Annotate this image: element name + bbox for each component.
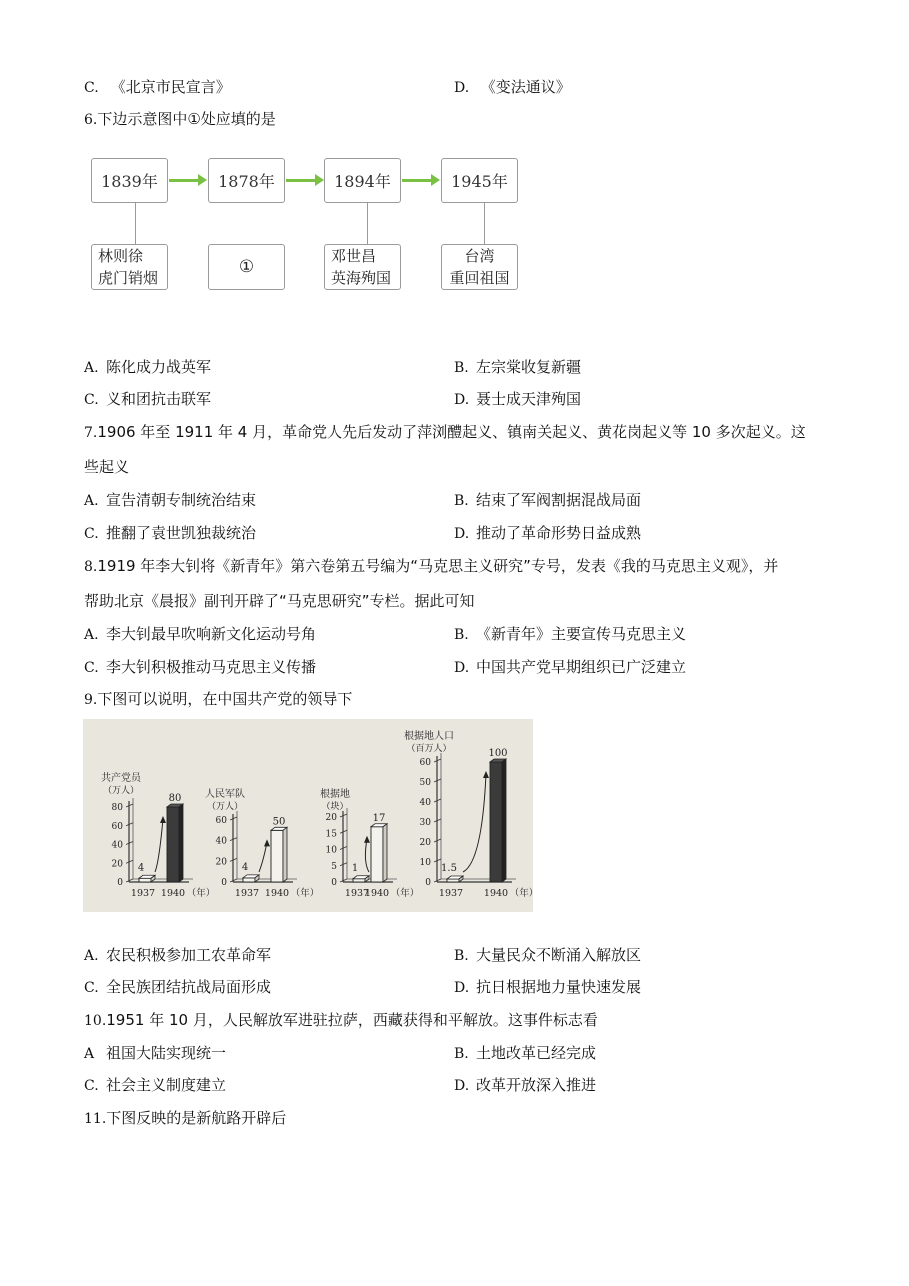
option-text: 农民积极参加工农革命军 bbox=[106, 946, 272, 964]
bar bbox=[243, 878, 255, 882]
y-tick-label: 80 bbox=[111, 803, 123, 813]
timeline-arrow bbox=[286, 179, 316, 182]
chart-unit: （万人） bbox=[206, 802, 244, 812]
option-text: 中国共产党早期组织已广泛建立 bbox=[476, 658, 687, 676]
bar bbox=[371, 827, 383, 882]
question-text: 下图反映的是新航路开辟后 bbox=[106, 1109, 287, 1127]
q5-option-d bbox=[454, 77, 571, 98]
growth-arrow-head bbox=[483, 771, 489, 778]
bar-side bbox=[383, 824, 387, 882]
option-label: A. bbox=[84, 493, 99, 509]
option-text: 改革开放深入推进 bbox=[476, 1076, 597, 1094]
timeline-connector bbox=[367, 203, 368, 245]
option-label: A. bbox=[84, 948, 99, 964]
option-label: C. bbox=[84, 80, 99, 96]
timeline-year-box bbox=[91, 158, 168, 203]
q8-option-d bbox=[454, 657, 686, 678]
x-tick-label: 1937 bbox=[344, 888, 370, 899]
option-label: C. bbox=[84, 392, 99, 408]
q6-option-a bbox=[84, 357, 211, 378]
timeline-event-line: 台湾 bbox=[464, 247, 495, 265]
option-text: 结束了军阀割据混战局面 bbox=[476, 491, 642, 509]
option-text: 全民族团结抗战局面形成 bbox=[106, 978, 272, 996]
y-tick-label: 60 bbox=[215, 816, 227, 826]
y-tick-label: 40 bbox=[111, 840, 123, 851]
option-label: D. bbox=[454, 392, 470, 408]
q8-option-b bbox=[454, 624, 686, 645]
option-text: 左宗棠收复新疆 bbox=[476, 358, 582, 376]
option-text: 聂士成天津殉国 bbox=[476, 390, 582, 408]
growth-arrow-head bbox=[264, 839, 270, 846]
chart-title: 根据地人口 bbox=[404, 731, 454, 742]
bar-chart-svg bbox=[83, 719, 539, 912]
x-axis-unit: （年） bbox=[390, 888, 420, 899]
x-tick-label: 1940 bbox=[160, 888, 186, 899]
y-tick-label: 0 bbox=[117, 878, 123, 888]
timeline-event-line: 林则徐 bbox=[98, 247, 144, 265]
q9-option-d bbox=[454, 977, 641, 998]
bar-side bbox=[283, 827, 287, 882]
option-label: D. bbox=[454, 1078, 470, 1094]
question-text: 1919 年李大钊将《新青年》第六卷第五号编为“马克思主义研究”专号，发表《我的马克思主义观》，并 bbox=[97, 557, 779, 575]
growth-arrow bbox=[259, 842, 267, 872]
option-text: 李大钊积极推动马克思主义传播 bbox=[106, 658, 317, 676]
y-tick-label: 60 bbox=[419, 758, 431, 768]
bar-chart-figure bbox=[83, 719, 539, 912]
x-tick-label: 1937 bbox=[234, 888, 260, 899]
question-text: 下图可以说明，在中国共产党的领导下 bbox=[97, 690, 353, 708]
bar bbox=[490, 762, 502, 882]
y-tick-label: 5 bbox=[331, 861, 337, 872]
timeline-year: 1839年 bbox=[101, 172, 158, 191]
chart-unit: （百万人） bbox=[406, 744, 452, 754]
q11-stem bbox=[84, 1108, 286, 1129]
option-label: B. bbox=[454, 627, 469, 643]
timeline-event-line: 虎门销烟 bbox=[98, 269, 159, 287]
bar bbox=[353, 879, 365, 882]
bar bbox=[139, 878, 151, 882]
chart-unit: （块） bbox=[321, 802, 349, 812]
timeline-year: 1945年 bbox=[451, 172, 508, 191]
y-tick-label: 0 bbox=[331, 878, 337, 888]
q9-option-a bbox=[84, 945, 271, 966]
q9-option-c bbox=[84, 977, 271, 998]
q6-option-c bbox=[84, 389, 211, 410]
question-number: 9. bbox=[84, 692, 98, 708]
option-text: 陈化成力战英军 bbox=[106, 358, 212, 376]
question-text: 1906 年至 1911 年 4 月，革命党人先后发动了萍浏醴起义、镇南关起义、黄花岗起义等 10 多次起义。这 bbox=[97, 423, 806, 441]
option-label: B. bbox=[454, 948, 469, 964]
option-text: 大量民众不断涌入解放区 bbox=[476, 946, 642, 964]
question-text: 些起义 bbox=[84, 458, 130, 476]
timeline-event-line: 重回祖国 bbox=[449, 269, 510, 287]
q9-option-b bbox=[454, 945, 641, 966]
growth-arrow bbox=[155, 819, 163, 872]
question-number: 7. bbox=[84, 425, 98, 441]
timeline-connector bbox=[135, 203, 136, 245]
growth-arrow-head bbox=[160, 816, 166, 823]
bar bbox=[271, 830, 283, 882]
x-tick-label: 1940 bbox=[483, 888, 509, 899]
data-label: 1 bbox=[351, 862, 359, 874]
chart-unit: （万人） bbox=[102, 786, 140, 796]
q6-stem bbox=[84, 109, 276, 130]
timeline-event-box bbox=[441, 244, 518, 290]
data-label: 4 bbox=[241, 861, 249, 873]
y-tick-label: 10 bbox=[419, 858, 431, 868]
question-number: 8. bbox=[84, 559, 98, 575]
q8-stem-line1 bbox=[84, 556, 778, 577]
timeline-year: 1878年 bbox=[218, 172, 275, 191]
y-tick-label: 40 bbox=[419, 798, 431, 808]
option-text: 宣告清朝专制统治结束 bbox=[106, 491, 257, 509]
option-label: A bbox=[84, 1046, 95, 1062]
growth-arrow bbox=[463, 774, 486, 872]
option-text: 土地改革已经完成 bbox=[476, 1044, 597, 1062]
question-number: 10. bbox=[84, 1013, 107, 1029]
timeline-year-box bbox=[441, 158, 518, 203]
option-label: D. bbox=[454, 80, 470, 96]
option-text: 李大钊最早吹响新文化运动号角 bbox=[106, 625, 317, 643]
option-label: C. bbox=[84, 1078, 99, 1094]
q7-option-a bbox=[84, 490, 256, 511]
q6-option-d bbox=[454, 389, 581, 410]
data-label: 4 bbox=[137, 862, 145, 874]
y-tick-label: 15 bbox=[325, 829, 337, 840]
question-number: 6. bbox=[84, 112, 98, 128]
option-text: 《新青年》主要宣传马克思主义 bbox=[476, 625, 687, 643]
y-tick-label: 0 bbox=[425, 878, 431, 888]
option-label: C. bbox=[84, 980, 99, 996]
data-label: 50 bbox=[272, 816, 286, 828]
chart-title: 人民军队 bbox=[205, 789, 245, 800]
option-label: D. bbox=[454, 980, 470, 996]
option-text: 义和团抗击联军 bbox=[106, 390, 212, 408]
option-text: 推翻了袁世凯独裁统治 bbox=[106, 524, 257, 542]
timeline-event-line: 英海殉国 bbox=[331, 269, 392, 287]
timeline-event-line: 邓世昌 bbox=[331, 247, 377, 265]
q7-option-c bbox=[84, 523, 256, 544]
q8-option-a bbox=[84, 624, 316, 645]
option-label: B. bbox=[454, 1046, 469, 1062]
q7-option-b bbox=[454, 490, 641, 511]
option-label: B. bbox=[454, 493, 469, 509]
q10-option-c bbox=[84, 1075, 226, 1096]
y-tick-label: 40 bbox=[215, 836, 227, 847]
data-label: 100 bbox=[488, 748, 508, 759]
bar-side bbox=[179, 804, 183, 882]
q10-option-d bbox=[454, 1075, 596, 1096]
chart-title: 根据地 bbox=[320, 789, 350, 800]
x-axis-unit: （年） bbox=[509, 888, 539, 899]
chart-title: 共产党员 bbox=[101, 773, 141, 784]
question-number: 11. bbox=[84, 1111, 107, 1127]
y-tick-label: 0 bbox=[221, 878, 227, 888]
x-axis-unit: （年） bbox=[290, 888, 320, 899]
timeline-event-box bbox=[324, 244, 401, 290]
q10-option-b bbox=[454, 1043, 596, 1064]
timeline-year-box bbox=[324, 158, 401, 203]
option-text: 抗日根据地力量快速发展 bbox=[476, 978, 642, 996]
q9-stem bbox=[84, 689, 352, 710]
y-tick-label: 20 bbox=[419, 838, 431, 848]
option-label: D. bbox=[454, 660, 470, 676]
timeline-blank-box bbox=[208, 244, 285, 290]
y-tick-label: 20 bbox=[215, 857, 227, 868]
option-text: 祖国大陆实现统一 bbox=[106, 1044, 227, 1062]
growth-arrow bbox=[365, 839, 369, 872]
x-tick-label: 1937 bbox=[130, 888, 156, 899]
timeline-event-box bbox=[91, 244, 168, 290]
option-label: C. bbox=[84, 526, 99, 542]
q7-option-d bbox=[454, 523, 641, 544]
q10-stem bbox=[84, 1010, 598, 1031]
q8-option-c bbox=[84, 657, 316, 678]
q8-stem-line2 bbox=[84, 591, 475, 611]
timeline-year-box bbox=[208, 158, 285, 203]
bar bbox=[167, 807, 179, 882]
y-tick-label: 20 bbox=[111, 859, 123, 870]
option-label: D. bbox=[454, 526, 470, 542]
q7-stem-line1 bbox=[84, 422, 806, 443]
timeline-arrow bbox=[402, 179, 432, 182]
x-axis-unit: （年） bbox=[186, 888, 216, 899]
data-label: 1.5 bbox=[441, 863, 457, 874]
option-label: A. bbox=[84, 360, 99, 376]
option-label: A. bbox=[84, 627, 99, 643]
y-tick-label: 50 bbox=[419, 778, 431, 788]
growth-arrow-head bbox=[364, 836, 370, 843]
option-text: 社会主义制度建立 bbox=[106, 1076, 227, 1094]
question-text: 帮助北京《晨报》副刊开辟了“马克思研究”专栏。据此可知 bbox=[84, 592, 475, 610]
q7-stem-line2 bbox=[84, 457, 129, 477]
question-text: 下边示意图中①处应填的是 bbox=[97, 110, 276, 128]
option-text: 推动了革命形势日益成熟 bbox=[476, 524, 642, 542]
option-label: B. bbox=[454, 360, 469, 376]
q10-option-a bbox=[84, 1043, 226, 1064]
q5-option-c bbox=[84, 77, 231, 98]
x-tick-label: 1940 bbox=[364, 888, 390, 899]
blank-marker: ① bbox=[238, 257, 255, 277]
y-tick-label: 60 bbox=[111, 821, 123, 832]
bar bbox=[447, 879, 459, 882]
data-label: 17 bbox=[372, 812, 386, 824]
timeline-connector bbox=[484, 203, 485, 245]
option-text: 《北京市民宣言》 bbox=[110, 78, 231, 96]
timeline-arrow bbox=[169, 179, 199, 182]
y-tick-label: 20 bbox=[325, 813, 337, 823]
y-tick-label: 10 bbox=[325, 845, 337, 856]
x-tick-label: 1940 bbox=[264, 888, 290, 899]
data-label: 80 bbox=[168, 793, 182, 804]
question-text: 1951 年 10 月，人民解放军进驻拉萨，西藏获得和平解放。这事件标志看 bbox=[106, 1011, 598, 1029]
bar-side bbox=[502, 759, 506, 882]
q6-option-b bbox=[454, 357, 581, 378]
timeline-year: 1894年 bbox=[334, 172, 391, 191]
option-label: C. bbox=[84, 660, 99, 676]
option-text: 《变法通议》 bbox=[480, 78, 571, 96]
y-tick-label: 30 bbox=[419, 818, 431, 828]
x-tick-label: 1937 bbox=[438, 888, 464, 899]
